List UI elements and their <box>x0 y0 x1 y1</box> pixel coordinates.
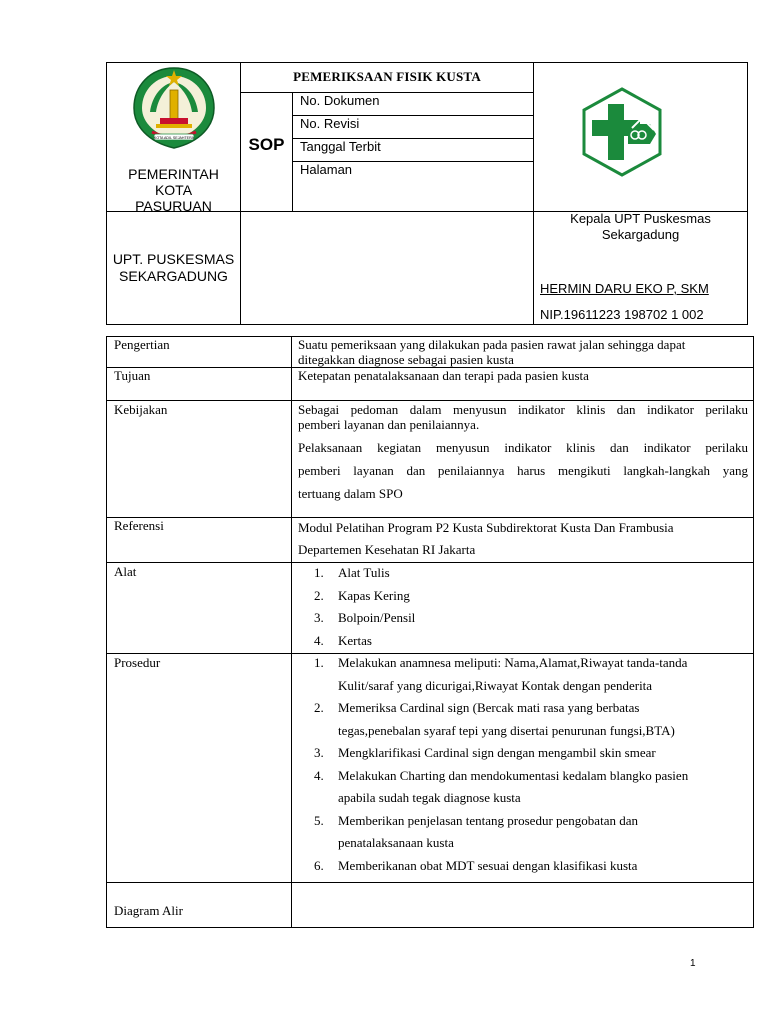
field-no-revisi: No. Revisi <box>300 116 360 131</box>
referensi-line-1: Modul Pelatihan Program P2 Kusta Subdirektorat Kusta Dan Frambusia <box>298 520 674 535</box>
alat-text: Alat Tulis <box>338 565 390 580</box>
prosedur-line: Kulit/saraf yang dicurigai,Riwayat Kontak dengan penderita <box>338 677 653 693</box>
referensi-line-2: Departemen Kesehatan RI Jakarta <box>298 542 476 557</box>
page-number: 1 <box>690 958 696 969</box>
text-tujuan: Ketepatan penatalaksanaan dan terapi pada pasien kusta <box>298 368 589 383</box>
prosedur-num: 4. <box>314 767 324 783</box>
kebijakan-p2-line-3: tertuang dalam SPO <box>298 486 403 501</box>
alat-item <box>292 585 748 608</box>
prosedur-line: penatalaksanaan kusta <box>338 835 454 850</box>
alat-text: Kertas <box>338 632 372 648</box>
list-alat <box>292 562 748 652</box>
field-halaman: Halaman <box>300 162 353 177</box>
gov-line-2: KOTA <box>154 182 193 198</box>
prosedur-item <box>292 855 748 878</box>
prosedur-line: Melakukan Charting dan mendokumentasi kedalam blangko pasien <box>338 767 689 783</box>
prosedur-item <box>292 652 748 697</box>
gov-line-1: PEMERINTAH <box>128 166 219 182</box>
alat-text: Bolpoin/Pensil <box>338 610 416 625</box>
document-title: PEMERIKSAAN FISIK KUSTA <box>293 69 481 84</box>
label-kebijakan: Kebijakan <box>114 402 168 417</box>
text-referensi <box>298 517 748 561</box>
pengertian-line-1: Suatu pemeriksaan yang dilakukan pada pasien rawat jalan sehingga dapat <box>298 337 686 352</box>
kebijakan-p2-line-2: pemberi layanan dan penilaiannya harus mengikuti langkah-langkah yang <box>298 463 748 478</box>
text-kebijakan-1 <box>298 402 748 432</box>
alat-item <box>292 607 748 630</box>
alat-num: 3. <box>314 610 324 625</box>
list-prosedur <box>292 652 748 877</box>
label-prosedur: Prosedur <box>114 655 161 670</box>
prosedur-line: apabila sudah tegak diagnose kusta <box>338 790 521 805</box>
prosedur-line: Memberikan penjelasan tentang prosedur pengobatan dan <box>338 812 638 828</box>
text-kebijakan-2 <box>298 436 748 505</box>
label-referensi: Referensi <box>114 518 164 533</box>
label-pengertian: Pengertian <box>114 337 170 352</box>
alat-num: 4. <box>314 632 324 648</box>
field-no-dokumen: No. Dokumen <box>300 93 380 108</box>
prosedur-num: 6. <box>314 857 324 873</box>
prosedur-line: Memeriksa Cardinal sign (Bercak mati rasa yang berbatas <box>338 700 640 715</box>
head-name: HERMIN DARU EKO P, SKM <box>540 281 709 296</box>
prosedur-num: 3. <box>314 745 324 760</box>
label-tujuan: Tujuan <box>114 368 151 383</box>
kebijakan-p1-line-2: pemberi layanan dan penilaiannya. <box>298 417 480 432</box>
label-alat: Alat <box>114 564 137 579</box>
government-name <box>107 166 240 214</box>
alat-item <box>292 562 748 585</box>
prosedur-item <box>292 697 748 742</box>
puskesmas-logo <box>576 86 668 178</box>
emblem-motto: KOTA ADIL SEJAHTERA <box>153 136 195 140</box>
prosedur-num: 5. <box>314 812 324 828</box>
alat-num: 1. <box>314 565 324 580</box>
unit-name <box>107 251 240 285</box>
prosedur-item <box>292 810 748 855</box>
prosedur-item <box>292 765 748 810</box>
head-title-line-1: Kepala UPT Puskesmas <box>570 211 711 226</box>
prosedur-item <box>292 742 748 765</box>
gov-line-3: PASURUAN <box>135 198 212 214</box>
prosedur-line: tegas,penebalan syaraf tepi yang disertai penurunan fungsi,BTA) <box>338 722 675 738</box>
head-title-line-2: Sekargadung <box>601 227 680 242</box>
head-title <box>534 211 747 243</box>
kebijakan-p2-line-1: Pelaksanaan kegiatan menyusun indikator klinis dan indikator perilaku <box>298 440 748 455</box>
text-pengertian <box>298 337 748 367</box>
prosedur-line: Melakukan anamnesa meliputi: Nama,Alamat,Riwayat tanda-tanda <box>338 655 688 670</box>
city-emblem-logo <box>130 62 218 154</box>
alat-num: 2. <box>314 587 324 603</box>
pengertian-line-2: ditegakkan diagnose sebagai pasien kusta <box>298 352 514 367</box>
unit-line-1: UPT. PUSKESMAS <box>112 251 235 267</box>
alat-text: Kapas Kering <box>338 587 410 603</box>
prosedur-num: 2. <box>314 700 324 715</box>
sop-label: SOP <box>248 135 285 154</box>
prosedur-line: Memberikanan obat MDT sesuai dengan klasifikasi kusta <box>338 857 638 873</box>
prosedur-line: Mengklarifikasi Cardinal sign dengan mengambil skin smear <box>338 745 656 760</box>
label-diagram-alir: Diagram Alir <box>114 903 183 918</box>
alat-item <box>292 630 748 653</box>
unit-line-2: SEKARGADUNG <box>119 268 228 284</box>
kebijakan-p1-line-1: Sebagai pedoman dalam menyusun indikator klinis dan indikator perilaku <box>298 402 748 417</box>
head-nip: NIP.19611223 198702 1 002 <box>540 307 704 322</box>
field-tanggal-terbit: Tanggal Terbit <box>300 139 381 154</box>
prosedur-num: 1. <box>314 655 324 670</box>
